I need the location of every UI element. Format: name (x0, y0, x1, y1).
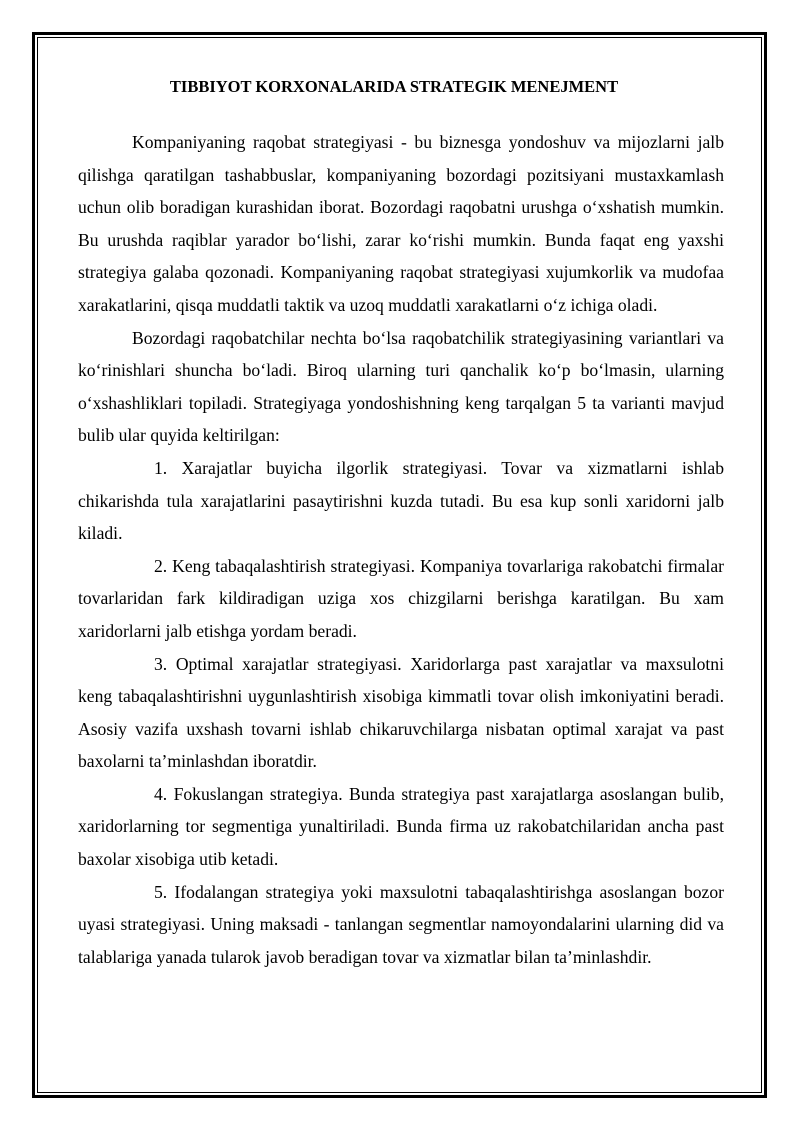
strategy-item-focused: 4. Fokuslangan strategiya. Bunda strategiya past xarajatlarga asoslangan bulib, xaridorlarning tor segmentiga yunaltiriladi. Bunda firma uz rakobatchilaridan ancha past baxolar xisobiga utib ketadi. (78, 783, 724, 870)
paragraph-variants: Bozordagi raqobatchilar nechta bo‘lsa raqobatchilik strategiyasining variantlari va ko‘rinishlari shuncha bo‘ladi. Biroq ularning turi qanchalik ko‘p bo‘lmasin, ularning o‘xshashliklari topiladi. Strategiyaga yondoshishning keng tarqalgan 5 ta varianti mavjud bulib ular quyida keltirilgan: (78, 327, 724, 446)
strategy-item-optimal-cost: 3. Optimal xarajatlar strategiyasi. Xaridorlarga past xarajatlar va maxsulotni keng tabaqalashtirishni uygunlashtirish xisobiga kimmatli tovar olish imkoniyatini beradi. Asosiy vazifa uxshash tovarni ishlab chikaruvchilarga nisbatan optimal xarajat va past baxolarni ta’minlashdan iboratdir. (78, 653, 724, 772)
paragraph-intro: Kompaniyaning raqobat strategiyasi - bu biznesga yondoshuv va mijozlarni jalb qilishga qaratilgan tashabbuslar, kompaniyaning bozordagi pozitsiyani mustaxkamlash uchun olib boradigan kurashidan iborat. Bozordagi raqobatni urushga o‘xshatish mumkin. Bu urushda raqiblar yarador bo‘lishi, zarar ko‘rishi mumkin. Bunda faqat eng yaxshi strategiya galaba qozonadi. Kompaniyaning raqobat strategiyasi xujumkorlik va mudofaa xarakatlarini, qisqa muddatli taktik va uzoq muddatli xarakatlarni o‘z ichiga oladi. (78, 132, 724, 315)
strategy-item-niche: 5. Ifodalangan strategiya yoki maxsulotni tabaqalashtirishga asoslangan bozor uyasi strategiyasi. Uning maksadi - tanlangan segmentlar namoyondalarini ularning did va talablariga yanada tularok javob beradigan tovar va xizmatlar bilan ta’minlashdir. (78, 881, 724, 967)
strategy-item-differentiation: 2. Keng tabaqalashtirish strategiyasi. Kompaniya tovarlariga rakobatchi firmalar tovarlaridan fark kildiradigan uziga xos chizgilarni berishga karatilgan. Bu xam xaridorlarni jalb etishga yordam beradi. (78, 555, 724, 641)
strategy-item-cost-leadership: 1. Xarajatlar buyicha ilgorlik strategiyasi. Tovar va xizmatlarni ishlab chikarishda tula xarajatlarini pasaytirishni kuzda tutadi. Bu esa kup sonli xaridorni jalb kiladi. (78, 457, 724, 544)
document-title: TIBBIYOT KORXONALARIDA STRATEGIK MENEJMENT (169, 77, 619, 96)
document-body (78, 72, 724, 973)
